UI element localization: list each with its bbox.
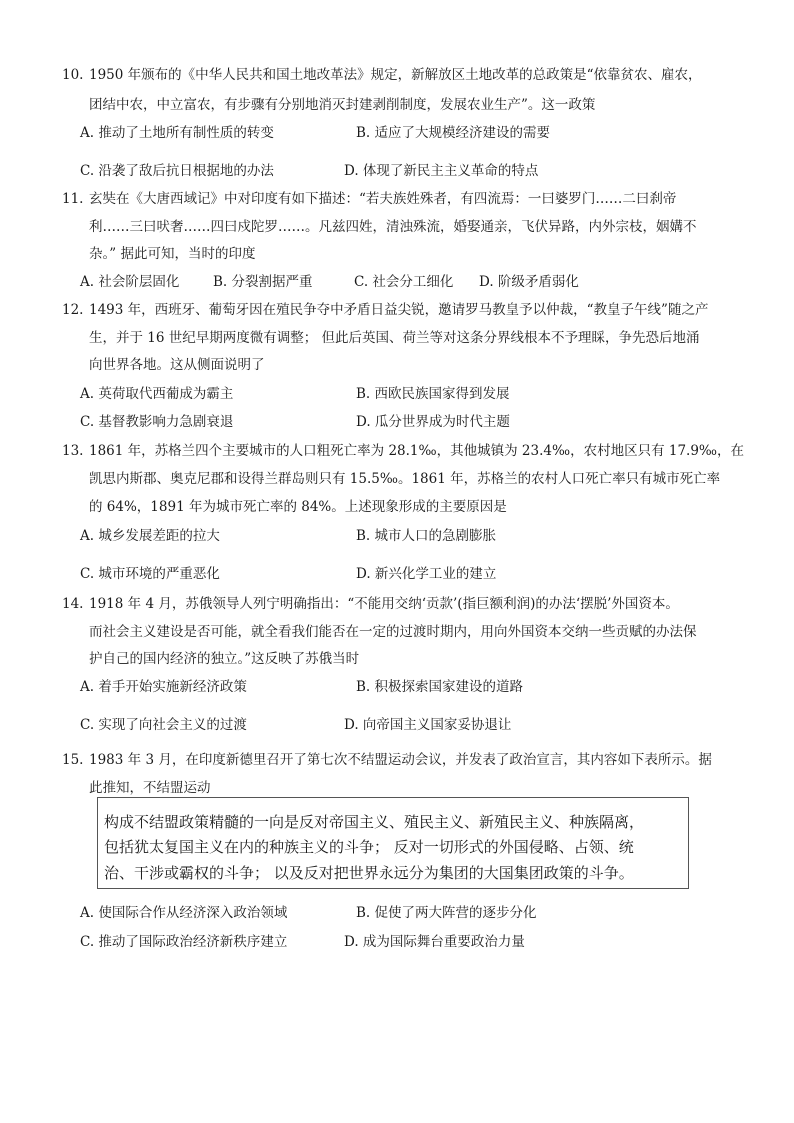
question-stem-line: 1493 年，西班牙、葡萄牙因在殖民争夺中矛盾日益尖锐，邀请罗马教皇予以仲裁，“教皇子午线”随之产	[89, 302, 709, 318]
question-stem-line: 1918 年 4 月，苏俄领导人列宁明确指出：“不能用交纳‘贡款’(指巨额利润)的办法‘摆脱’外国资本。	[89, 596, 679, 612]
option-a[interactable]: A. 使国际合作从经济深入政治领域	[80, 905, 288, 921]
question-number: 12.	[62, 302, 84, 318]
option-a[interactable]: A. 推动了土地所有制性质的转变	[80, 125, 274, 141]
question-number: 10.	[62, 67, 84, 83]
option-b[interactable]: B. 适应了大规模经济建设的需要	[356, 125, 551, 141]
option-b[interactable]: B. 城市人口的急剧膨胀	[356, 528, 497, 544]
option-d[interactable]: D. 成为国际舞台重要政治力量	[344, 934, 525, 950]
question-number: 15.	[62, 752, 84, 768]
option-c[interactable]: C. 社会分工细化	[354, 274, 454, 290]
option-b[interactable]: B. 促使了两大阵营的逐步分化	[356, 905, 537, 921]
option-c[interactable]: C. 实现了向社会主义的过渡	[80, 717, 247, 733]
question-stem-line: 向世界各地。这从侧面说明了	[89, 357, 265, 373]
option-b[interactable]: B. 积极探索国家建设的道路	[356, 679, 524, 695]
question-stem-line: 杂。” 据此可知，当时的印度	[89, 246, 256, 262]
question-stem-line: 团结中农，中立富农，有步骤有分别地消灭封建剥削制度，发展农业生产”。这一政策	[89, 97, 596, 113]
question-stem-line: 玄奘在《大唐西域记》中对印度有如下描述：“若夫族姓殊者，有四流焉：一曰婆罗门……二曰刹帝	[89, 191, 677, 207]
option-c[interactable]: C. 沿袭了敌后抗日根据地的办法	[80, 163, 274, 179]
question-stem-line: 1983 年 3 月，在印度新德里召开了第七次不结盟运动会议，并发表了政治宣言，其内容如下表所示。据	[89, 752, 712, 768]
option-c[interactable]: C. 城市环境的严重恶化	[80, 566, 220, 582]
quote-line: 治、干涉或霸权的斗争； 以及反对把世界永远分为集团的大国集团政策的斗争。	[104, 864, 634, 882]
question-stem-line: 1950 年颁布的《中华人民共和国土地改革法》规定，新解放区土地改革的总政策是“依靠贫农、雇农，	[89, 67, 702, 83]
question-number: 11.	[62, 191, 84, 207]
option-d[interactable]: D. 瓜分世界成为时代主题	[356, 414, 510, 430]
quote-line: 构成不结盟政策精髓的一向是反对帝国主义、殖民主义、新殖民主义、种族隔离，	[104, 813, 645, 831]
option-d[interactable]: D. 向帝国主义国家妥协退让	[344, 717, 512, 733]
question-stem-line: 1861 年，苏格兰四个主要城市的人口粗死亡率为 28.1‰，其他城镇为 23.4‰，农村地区只有 17.9‰，在	[89, 443, 745, 459]
question-stem-line: 此推知，不结盟运动	[89, 780, 211, 796]
question-stem-line: 利……三曰吠奢……四曰戍陀罗……。凡兹四姓，清浊殊流，婚娶通亲，飞伏异路，内外宗枝，姻媾不	[89, 219, 697, 235]
option-a[interactable]: A. 英荷取代西葡成为霸主	[80, 386, 234, 402]
option-a[interactable]: A. 城乡发展差距的拉大	[80, 528, 220, 544]
option-a[interactable]: A. 着手开始实施新经济政策	[80, 679, 247, 695]
question-stem-line: 的 64%，1891 年为城市死亡率的 84%。上述现象形成的主要原因是	[89, 499, 507, 515]
question-number: 13.	[62, 443, 84, 459]
question-stem-line: 而社会主义建设是否可能，就全看我们能否在一定的过渡时期内，用向外国资本交纳一些贡赋的办法保	[89, 624, 697, 640]
option-a[interactable]: A. 社会阶层固化	[80, 274, 180, 290]
question-stem-line: 凯思内斯郡、奥克尼郡和设得兰群岛则只有 15.5‰。1861 年，苏格兰的农村人口死亡率只有城市死亡率	[89, 471, 721, 487]
question-stem-line: 护自己的国内经济的独立。”这反映了苏俄当时	[89, 651, 360, 667]
quote-box	[97, 797, 689, 889]
quote-line: 包括犹太复国主义在内的种族主义的斗争； 反对一切形式的外国侵略、占领、统	[104, 838, 634, 856]
option-b[interactable]: B. 西欧民族国家得到发展	[356, 386, 510, 402]
question-number: 14.	[62, 596, 84, 612]
option-d[interactable]: D. 阶级矛盾弱化	[479, 274, 579, 290]
option-c[interactable]: C. 推动了国际政治经济新秩序建立	[80, 934, 288, 950]
option-d[interactable]: D. 新兴化学工业的建立	[356, 566, 497, 582]
option-c[interactable]: C. 基督教影响力急剧衰退	[80, 414, 234, 430]
option-b[interactable]: B. 分裂割据严重	[213, 274, 313, 290]
question-stem-line: 生，并于 16 世纪早期两度微有调整； 但此后英国、荷兰等对这条分界线根本不予理睬，争先恐后地涌	[89, 330, 700, 346]
option-d[interactable]: D. 体现了新民主主义革命的特点	[344, 163, 539, 179]
